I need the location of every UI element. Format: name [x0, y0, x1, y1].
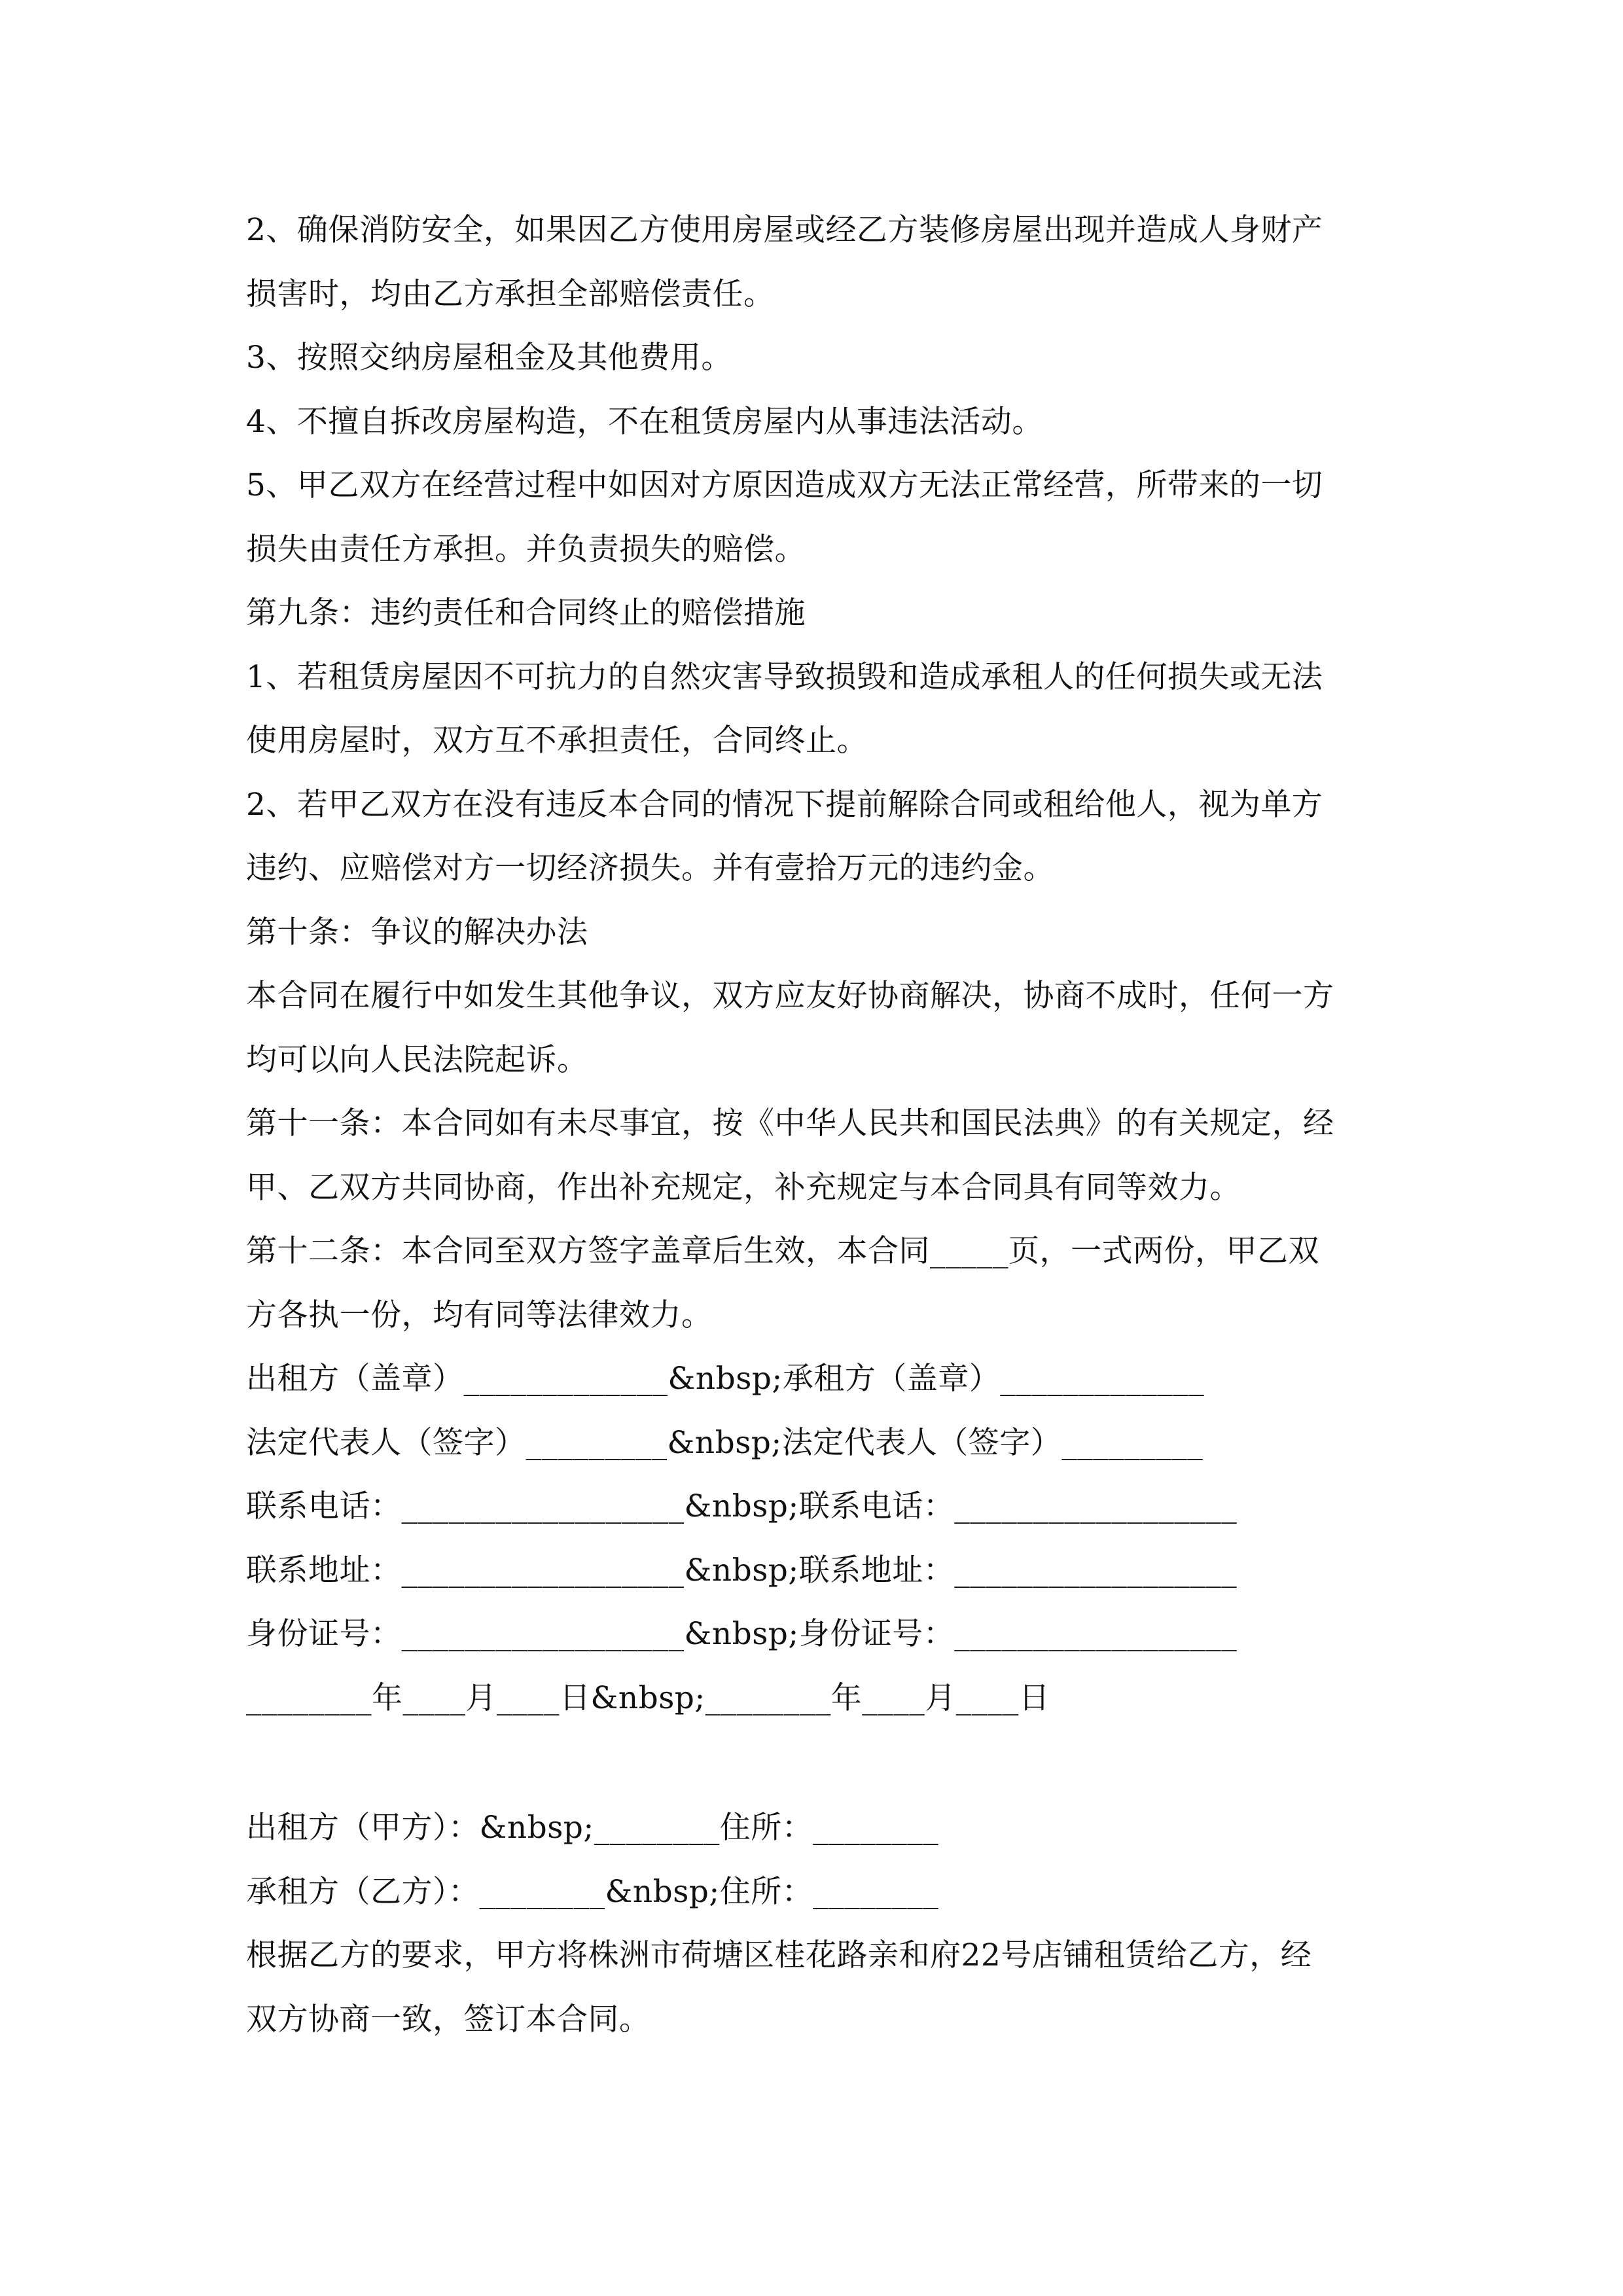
- text-line: 损害时，均由乙方承担全部赔偿责任。: [246, 276, 775, 312]
- signature-line-address: 联系地址：__________________&nbsp;联系地址：__________________: [246, 1552, 1238, 1588]
- section-heading: 第十条：争议的解决办法: [246, 914, 588, 950]
- text-line: 4、不擅自拆改房屋构造，不在租赁房屋内从事违法活动。: [246, 403, 1043, 440]
- signature-line-phone: 联系电话：__________________&nbsp;联系电话：__________________: [246, 1488, 1238, 1524]
- text-line: 2、确保消防安全，如果因乙方使用房屋或经乙方装修房屋出现并造成人身财产: [246, 212, 1323, 248]
- lessor-line: 出租方（甲方）：&nbsp;________住所：________: [246, 1810, 939, 1846]
- text-line: 本合同在履行中如发生其他争议，双方应友好协商解决，协商不成时，任何一方: [246, 978, 1334, 1014]
- text-line: 第十一条：本合同如有未尽事宜，按《中华人民共和国民法典》的有关规定，经: [246, 1105, 1334, 1141]
- lessee-line: 承租方（乙方）：________&nbsp;住所：________: [246, 1873, 939, 1910]
- contract-clauses: [246, 198, 1378, 1730]
- signature-line-representative: 法定代表人（签字）_________&nbsp;法定代表人（签字）_________: [246, 1424, 1204, 1461]
- text-line: 第十二条：本合同至双方签字盖章后生效，本合同_____页，一式两份，甲乙双: [246, 1233, 1319, 1269]
- text-line: 根据乙方的要求，甲方将株洲市荷塘区桂花路亲和府22号店铺租赁给乙方，经: [246, 1937, 1312, 1973]
- section-heading: 第九条：违约责任和合同终止的赔偿措施: [246, 595, 806, 631]
- signature-line-id: 身份证号：__________________&nbsp;身份证号：__________________: [246, 1616, 1238, 1652]
- text-line: 使用房屋时，双方互不承担责任，合同终止。: [246, 723, 868, 759]
- text-line: 双方协商一致，签订本合同。: [246, 2001, 651, 2037]
- text-line: 5、甲乙双方在经营过程中如因对方原因造成双方无法正常经营，所带来的一切: [246, 467, 1323, 503]
- text-line: 方各执一份，均有同等法律效力。: [246, 1297, 713, 1333]
- text-line: 2、若甲乙双方在没有违反本合同的情况下提前解除合同或租给他人，视为单方: [246, 786, 1323, 823]
- contract-preamble: [246, 1796, 1378, 2051]
- text-line: 1、若租赁房屋因不可抗力的自然灾害导致损毁和造成承租人的任何损失或无法: [246, 658, 1323, 695]
- text-line: 损失由责任方承担。并负责损失的赔偿。: [246, 531, 806, 567]
- signature-line-date: ________年____月____日&nbsp;________年____月____日: [246, 1679, 1050, 1716]
- text-line: 违约、应赔偿对方一切经济损失。并有壹拾万元的违约金。: [246, 850, 1054, 886]
- text-line: 甲、乙双方共同协商，作出补充规定，补充规定与本合同具有同等效力。: [246, 1169, 1241, 1206]
- text-line: 3、按照交纳房屋租金及其他费用。: [246, 340, 732, 376]
- text-line: 均可以向人民法院起诉。: [246, 1041, 588, 1078]
- signature-line-seal: 出租方（盖章）_____________&nbsp;承租方（盖章）_____________: [246, 1361, 1205, 1397]
